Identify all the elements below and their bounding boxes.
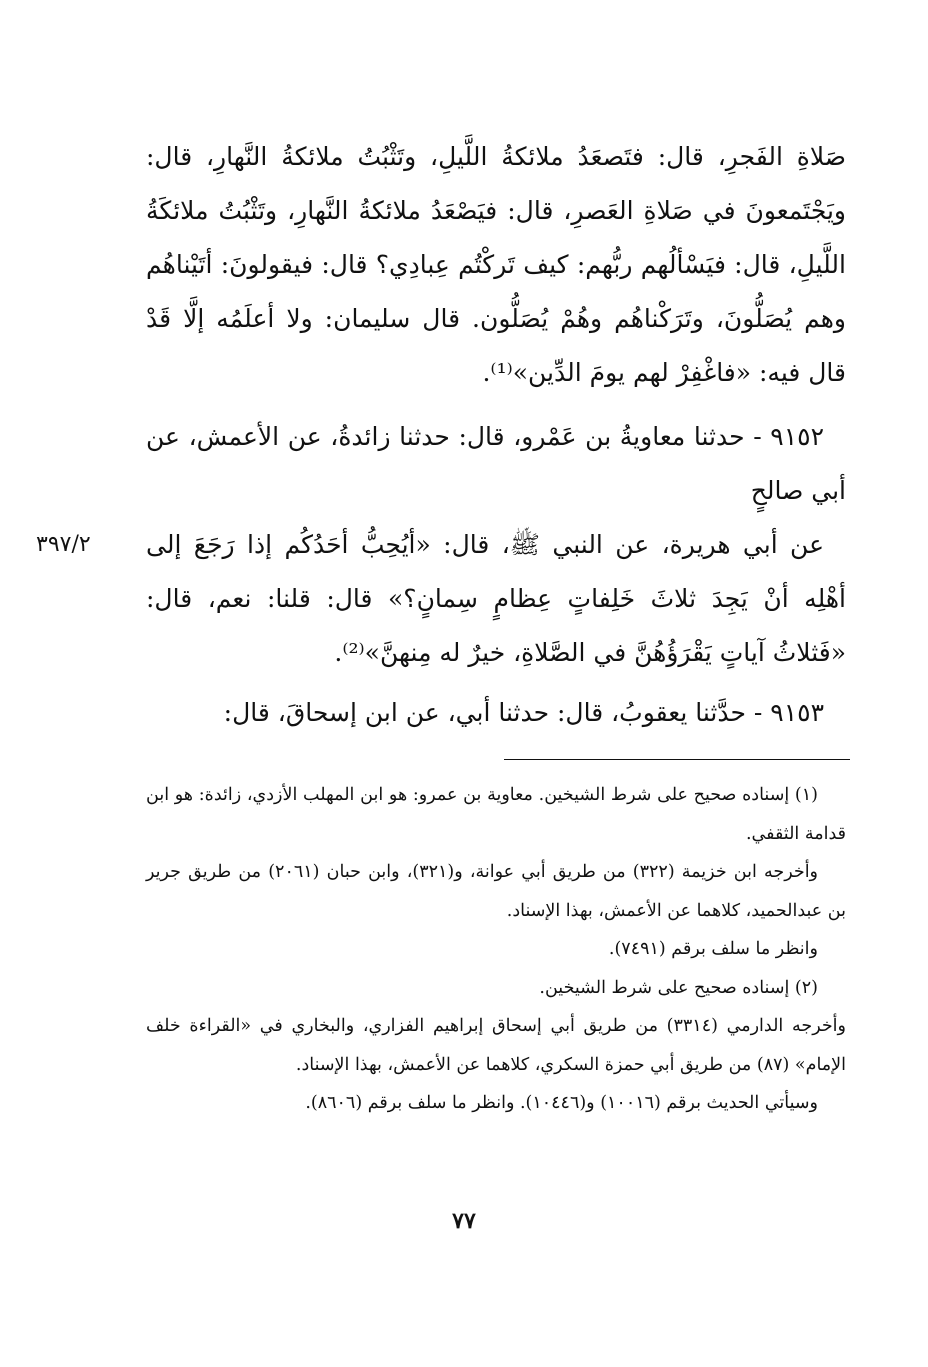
footnote-1-takhrij: وأخرجه ابن خزيمة (٣٢٢) من طريق أبي عوانة، و(٣٢١)، وابن حبان (٢٠٦١) من طريق جرير بن عبدالحميد، كلاهما عن الأعمش، بهذا الإسناد. <box>146 862 846 921</box>
hadith-chain-9152: ٩١٥٢ - حدثنا معاويةُ بن عَمْرو، قال: حدثنا زائدةُ، عن الأعمش، عن أبي صالحٍ <box>146 422 846 505</box>
footnote-2-see-also: وسيأتي الحديث برقم (١٠٠١٦) و(١٠٤٤٦). وانظر ما سلف برقم (٨٦٠٦). <box>305 1093 818 1113</box>
footnote-1: (١) إسناده صحيح على شرط الشيخين. معاوية بن عمرو: هو ابن المهلب الأزدي، زائدة: هو ابن قدامة الثقفي. <box>146 785 846 844</box>
footnote-1-see-also: وانظر ما سلف برقم (٧٤٩١). <box>608 939 818 959</box>
page-number: ٧٧ <box>452 1208 476 1234</box>
main-paragraph: صَلاةِ الفَجرِ، قال: فتَصعَدُ ملائكةُ اللَّيلِ، وتَثْبُتُ ملائكةُ النَّهارِ، قال: ويَجْتَمعونَ في صَلاةِ العَصرِ، قال: فيَصْعَدُ ملائكةُ النَّهارِ، وتَثْبُتُ ملائكَةُ اللَّيلِ، قال: فيَسْألُهم ربُّهم: كيف تَركْتُم عِبادِي؟ قال: فيقولونَ: أتَيْناهُم وهم يُصَلُّونَ، وتَرَكْناهُم وهُمْ يُصَلُّون. قال سليمان: ولا أعلَمُه إلَّا قَدْ قال فيه: «فاغْفِرْ لهم يومَ الدِّين»⁽¹⁾. <box>146 142 846 387</box>
footnote-2: (٢) إسناده صحيح على شرط الشيخين. <box>539 977 818 998</box>
margin-reference: ٣٩٧/٢ <box>36 532 91 557</box>
hadith-text-9152: عن أبي هريرة، عن النبي ﷺ، قال: «أيُحِبُّ أحَدُكُم إذا رَجَعَ إلى أهْلِه أنْ يَجِدَ ثلاثَ خَلِفاتٍ عِظامٍ سِمانٍ؟» قال: قلنا: نعم، قال: «فَثلاثُ آياتٍ يَقْرَؤُهُنَّ في الصَّلاةِ، خيرٌ له مِنهنَّ»⁽²⁾. <box>146 530 846 667</box>
footnote-divider <box>504 759 850 760</box>
hadith-chain-9153: ٩١٥٣ - حدَّثنا يعقوبُ، قال: حدثنا أبي، عن ابن إسحاقَ، قال: <box>223 698 824 727</box>
footnotes-section <box>146 776 846 1123</box>
footnote-2-takhrij: وأخرجه الدارمي (٣٣١٤) من طريق أبي إسحاق إبراهيم الفزاري، والبخاري في «القراءة خلف الإمام» (٨٧) من طريق أبي حمزة السكري، كلاهما عن الأعمش، بهذا الإسناد. <box>146 1016 846 1075</box>
